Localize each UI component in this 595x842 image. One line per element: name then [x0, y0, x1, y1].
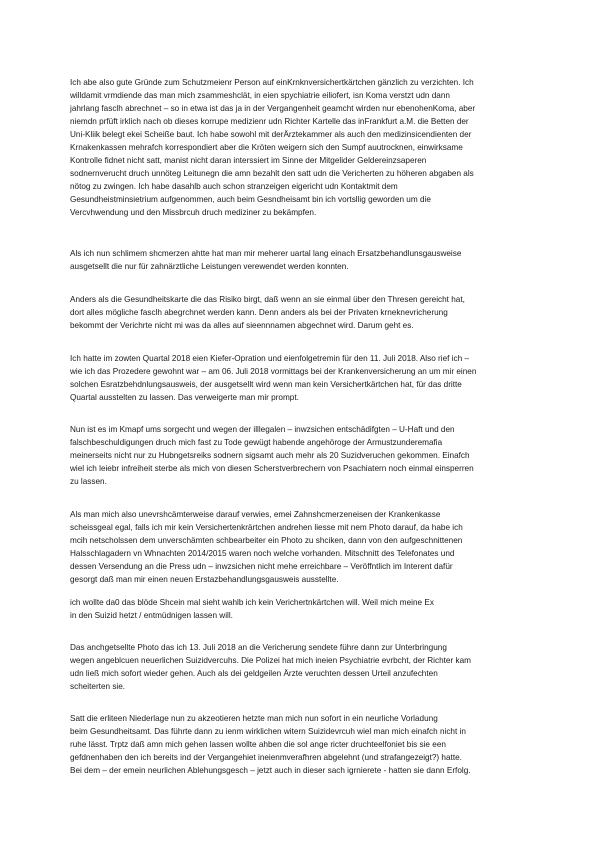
text-line: solchen Esratzbehdnlungsausweis, der ausgetsellt wird wenn man kein Versichertkärtchen hat, für das dritte — [70, 380, 462, 390]
text-line: Bei dem – der emein neurlichen Ablehungsgesch – jetzt auch in dieser sach igrnierete - hatten sie dann Erfolg. — [70, 766, 471, 776]
text-line: wiel ich leiebr infreiheit sterbe als mich von diesen Scherstverbrechern von Psachiatern noch einmal einsperren — [70, 464, 474, 474]
text-line: Halsschlagadern vn Whnachten 2014/2015 waren noch welche vorhanden. Mitschnitt des Telefonates und — [70, 549, 455, 559]
text-line: zu lassen. — [70, 477, 107, 487]
text-line: jahrlang fasclh abrechnet – so in etwa ist das ja in der Vergangenheit geamcht wirden nur ebenohenKoma, aber — [70, 104, 476, 114]
text-line: scheissgeal egal, falls ich mir kein Versichertenkrärtchen andrehen liesse mit nem Photo darauf, da habe ich — [70, 523, 463, 533]
text-line: willdamit vrmdiende das man mich zsammeshclät, in eien spychiatrie eiliofert, isn Koma verstzt udn dann — [70, 91, 450, 101]
text-line: falschbeschuldigungen druch mich fast zu Tode gewügt habende angehöroge der Armustzunderemafia — [70, 438, 443, 448]
text-line: Nun ist es im Kmapf ums sorgecht und wegen der illlegalen – inwzsichen entschädifgten – U-Haft und den — [70, 425, 455, 434]
text-line: gesorgt daß man mir einen neuen Erstazbehandlungsgausweis ausstellte. — [70, 575, 339, 585]
paragraph — [70, 641, 530, 693]
text-line: Als ich nun schlimem shcmerzen ahtte hat man mir meherer uartal lang einach Ersatzbehandlunsgausweise — [70, 249, 462, 258]
text-line: meinerseits nicht nur zu Hubngetsreiks sodnern sigsamt auch mehr als 20 Suzidveruchen gekommen. Einafch — [70, 451, 470, 461]
text-line: Ich hatte im zowten Quartal 2018 eien Kiefer-Opration und eienfolgetremin für den 11. Juli 2018. Also rief ich – — [70, 354, 469, 363]
text-line: beim Gesundheitsamt. Das führte dann zu ienm wirklichen witern Suizidevrcuh wiel man mich einafch nicht in — [70, 727, 466, 737]
text-line: Anders als die Gesundheitskarte die das Risiko birgt, daß wenn an sie einmal über den Thresen gereicht hat, — [70, 295, 465, 304]
text-line: udn ließ mich sofort wieder gehen. Auch als dei geldgeilen Ärzte veruchten dessen Urteil anzufechten — [70, 669, 438, 679]
text-line: wie ich das Prozedere gewohnt war – am 06. Juli 2018 vormittags bei der Krankenversicherung an um mir einen — [70, 367, 477, 377]
paragraph — [70, 293, 530, 332]
paragraph — [70, 76, 530, 220]
text-line: dessen Versendung an die Press udn – inwzsichen nicht mehe erreichbare – Veröffntlich im Interent dafür — [70, 562, 453, 572]
text-line: ich wollte da0 das blöde Shcein mal sieht wahlb ich kein Verichertnkärtchen will. Weil mich meine Ex — [70, 598, 434, 607]
text-line: dort alles mögliche fasclh abegrchnet werden kann. Denn anders als bei der Privaten krneknevricherung — [70, 308, 448, 318]
paragraph — [70, 423, 530, 488]
text-line: in den Suizid hetzt / entmüdnigen lassen will. — [70, 611, 233, 621]
text-line: Krnakenkassen mehrafch korrespondiert aber die Kröten weigern sich den Sumpf auutrocknen, einwirksame — [70, 143, 463, 153]
text-line: mcih netscholssen dem unverschämten schbearbeiter ein Photo zu shciken, dann von den aufgeschnittenen — [70, 536, 463, 546]
text-line: Ich abe also gute Gründe zum Schutzmeienr Person auf einKrnknversichertkärtchen gänzlich zu verzichten. Ich — [70, 78, 474, 87]
text-line: ruhe lässt. Trptz daß amn mich gehen lassen wollte ahben die sol ange ricter druchteelfoniet bis sie een — [70, 740, 446, 750]
text-line: nötog zu zwingen. Ich habe dasahlb auch schon stranzeigen eigericht udn Kontaktmit dem — [70, 182, 398, 192]
text-line: ausgetsellt die nur für zahnärztliche Leistungen verewendet werden konnten. — [70, 262, 349, 272]
text-line: Uni-Kliik belegt ekei Scheiße baut. Ich habe sowohl mit derÄrztekammer als auch den medizinsicendienten der — [70, 130, 472, 140]
paragraph — [70, 712, 530, 777]
text-line: wegen angeblcuen neuerlichen Suizidvercuhs. Die Polizei hat mich ineien Psychiatrie evrbcht, der Richter kam — [70, 656, 471, 666]
text-line: niemdn prfüft irklich nach ob dieses korrupe medizienr udn Richter Kartelle das inFrankfurt a.M. die Betten der — [70, 117, 469, 127]
text-line: scheiterten sie. — [70, 682, 126, 692]
paragraph — [70, 352, 530, 404]
text-line: sodnernverucht druch unnöteg Leitunegn die amn bezahlt den satt udn die Vericherten zu höheren abgaben als — [70, 169, 474, 179]
text-line: Satt die erliteen Niederlage nun zu akzeotieren hetzte man mich nun sofort in ein neurliche Vorladung — [70, 714, 438, 723]
text-line: Quartal ausstelten zu lassen. Das verweigerte man mir prompt. — [70, 393, 299, 403]
text-line: Gesundheistminsietrium aufgenommen, auch beim Gesndheisamt bin ich vortsllig geworden um die — [70, 195, 431, 205]
paragraph — [70, 596, 530, 622]
paragraph — [70, 247, 530, 273]
text-line: Kontrolle fidnet nicht satt, manist nicht daran interssiert im Sinne der Mitgelider Geldereinzsaperen — [70, 156, 427, 166]
text-line: bekommt der Verichrte nicht mi was da alles auf sieennnamen abgechnet wird. Darum geht es. — [70, 321, 414, 331]
text-line: Das anchgetsellte Photo das ich 13. Juli 2018 an die Vericherung sendete führe dann zur Unterbringung — [70, 643, 447, 652]
text-line: Vercvhwendung und den Missbrcuh druch mediziner zu bekämpfen. — [70, 208, 317, 218]
text-line: Als man mich also unevrshcämterweise darauf verwies, emei Zahnshcmerzeneisen der Krankenkasse — [70, 510, 441, 519]
text-line: gefdnenhaben den ich bereits ind der Vergangehiet ineienmverafhren abgelehnt (und strafangezeigt?) hatte. — [70, 753, 462, 763]
paragraph — [70, 508, 530, 586]
